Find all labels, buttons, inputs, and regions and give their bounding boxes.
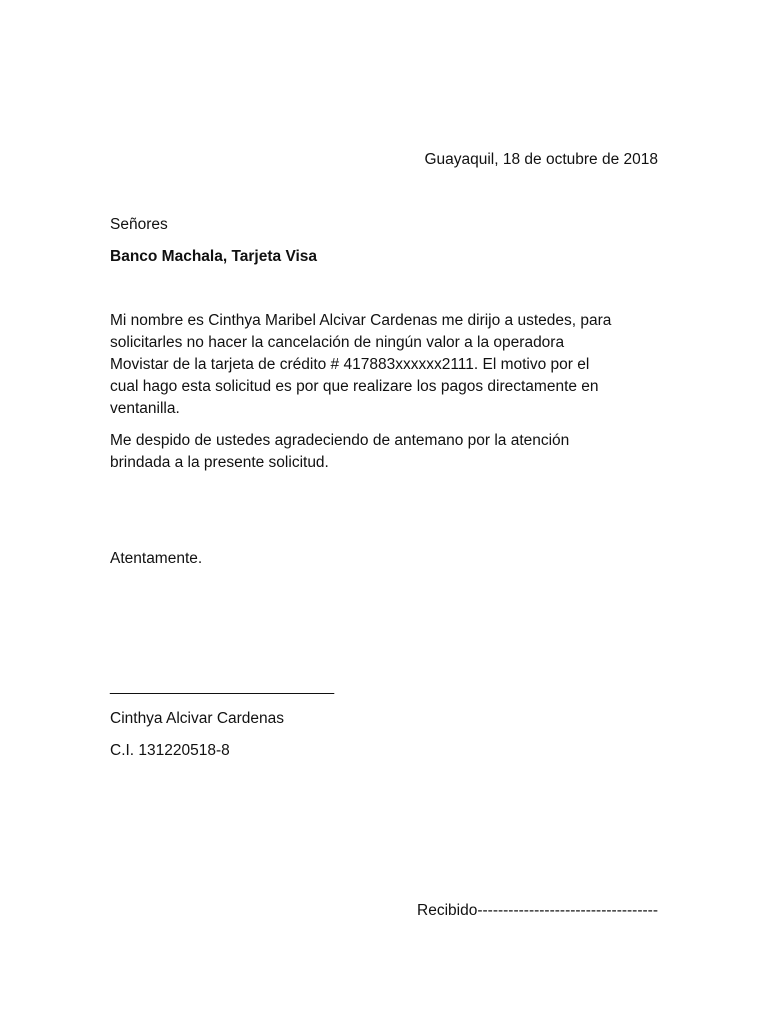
paragraph-line: Movistar de la tarjeta de crédito # 417883xxxxxx2111. El motivo por el: [110, 356, 590, 373]
body-paragraph-2: [110, 430, 670, 474]
paragraph-line: brindada a la presente solicitud.: [110, 454, 329, 471]
closing: Atentamente.: [110, 550, 203, 567]
received-field: Recibido-----------------------------------: [417, 902, 658, 919]
paragraph-line: Mi nombre es Cinthya Maribel Alcivar Cardenas me dirijo a ustedes, para: [110, 312, 612, 329]
paragraph-line: ventanilla.: [110, 400, 180, 417]
recipient: Banco Machala, Tarjeta Visa: [110, 248, 318, 265]
paragraph-line: Me despido de ustedes agradeciendo de antemano por la atención: [110, 432, 570, 449]
letter-date: Guayaquil, 18 de octubre de 2018: [424, 151, 658, 168]
signature-line: __________________________: [110, 678, 335, 695]
paragraph-line: cual hago esta solicitud es por que realizare los pagos directamente en: [110, 378, 599, 395]
paragraph-line: solicitarles no hacer la cancelación de ningún valor a la operadora: [110, 334, 565, 351]
signer-name: Cinthya Alcivar Cardenas: [110, 710, 285, 727]
signer-id: C.I. 131220518-8: [110, 742, 230, 759]
body-paragraph-1: [110, 310, 670, 420]
salutation: Señores: [110, 216, 168, 233]
